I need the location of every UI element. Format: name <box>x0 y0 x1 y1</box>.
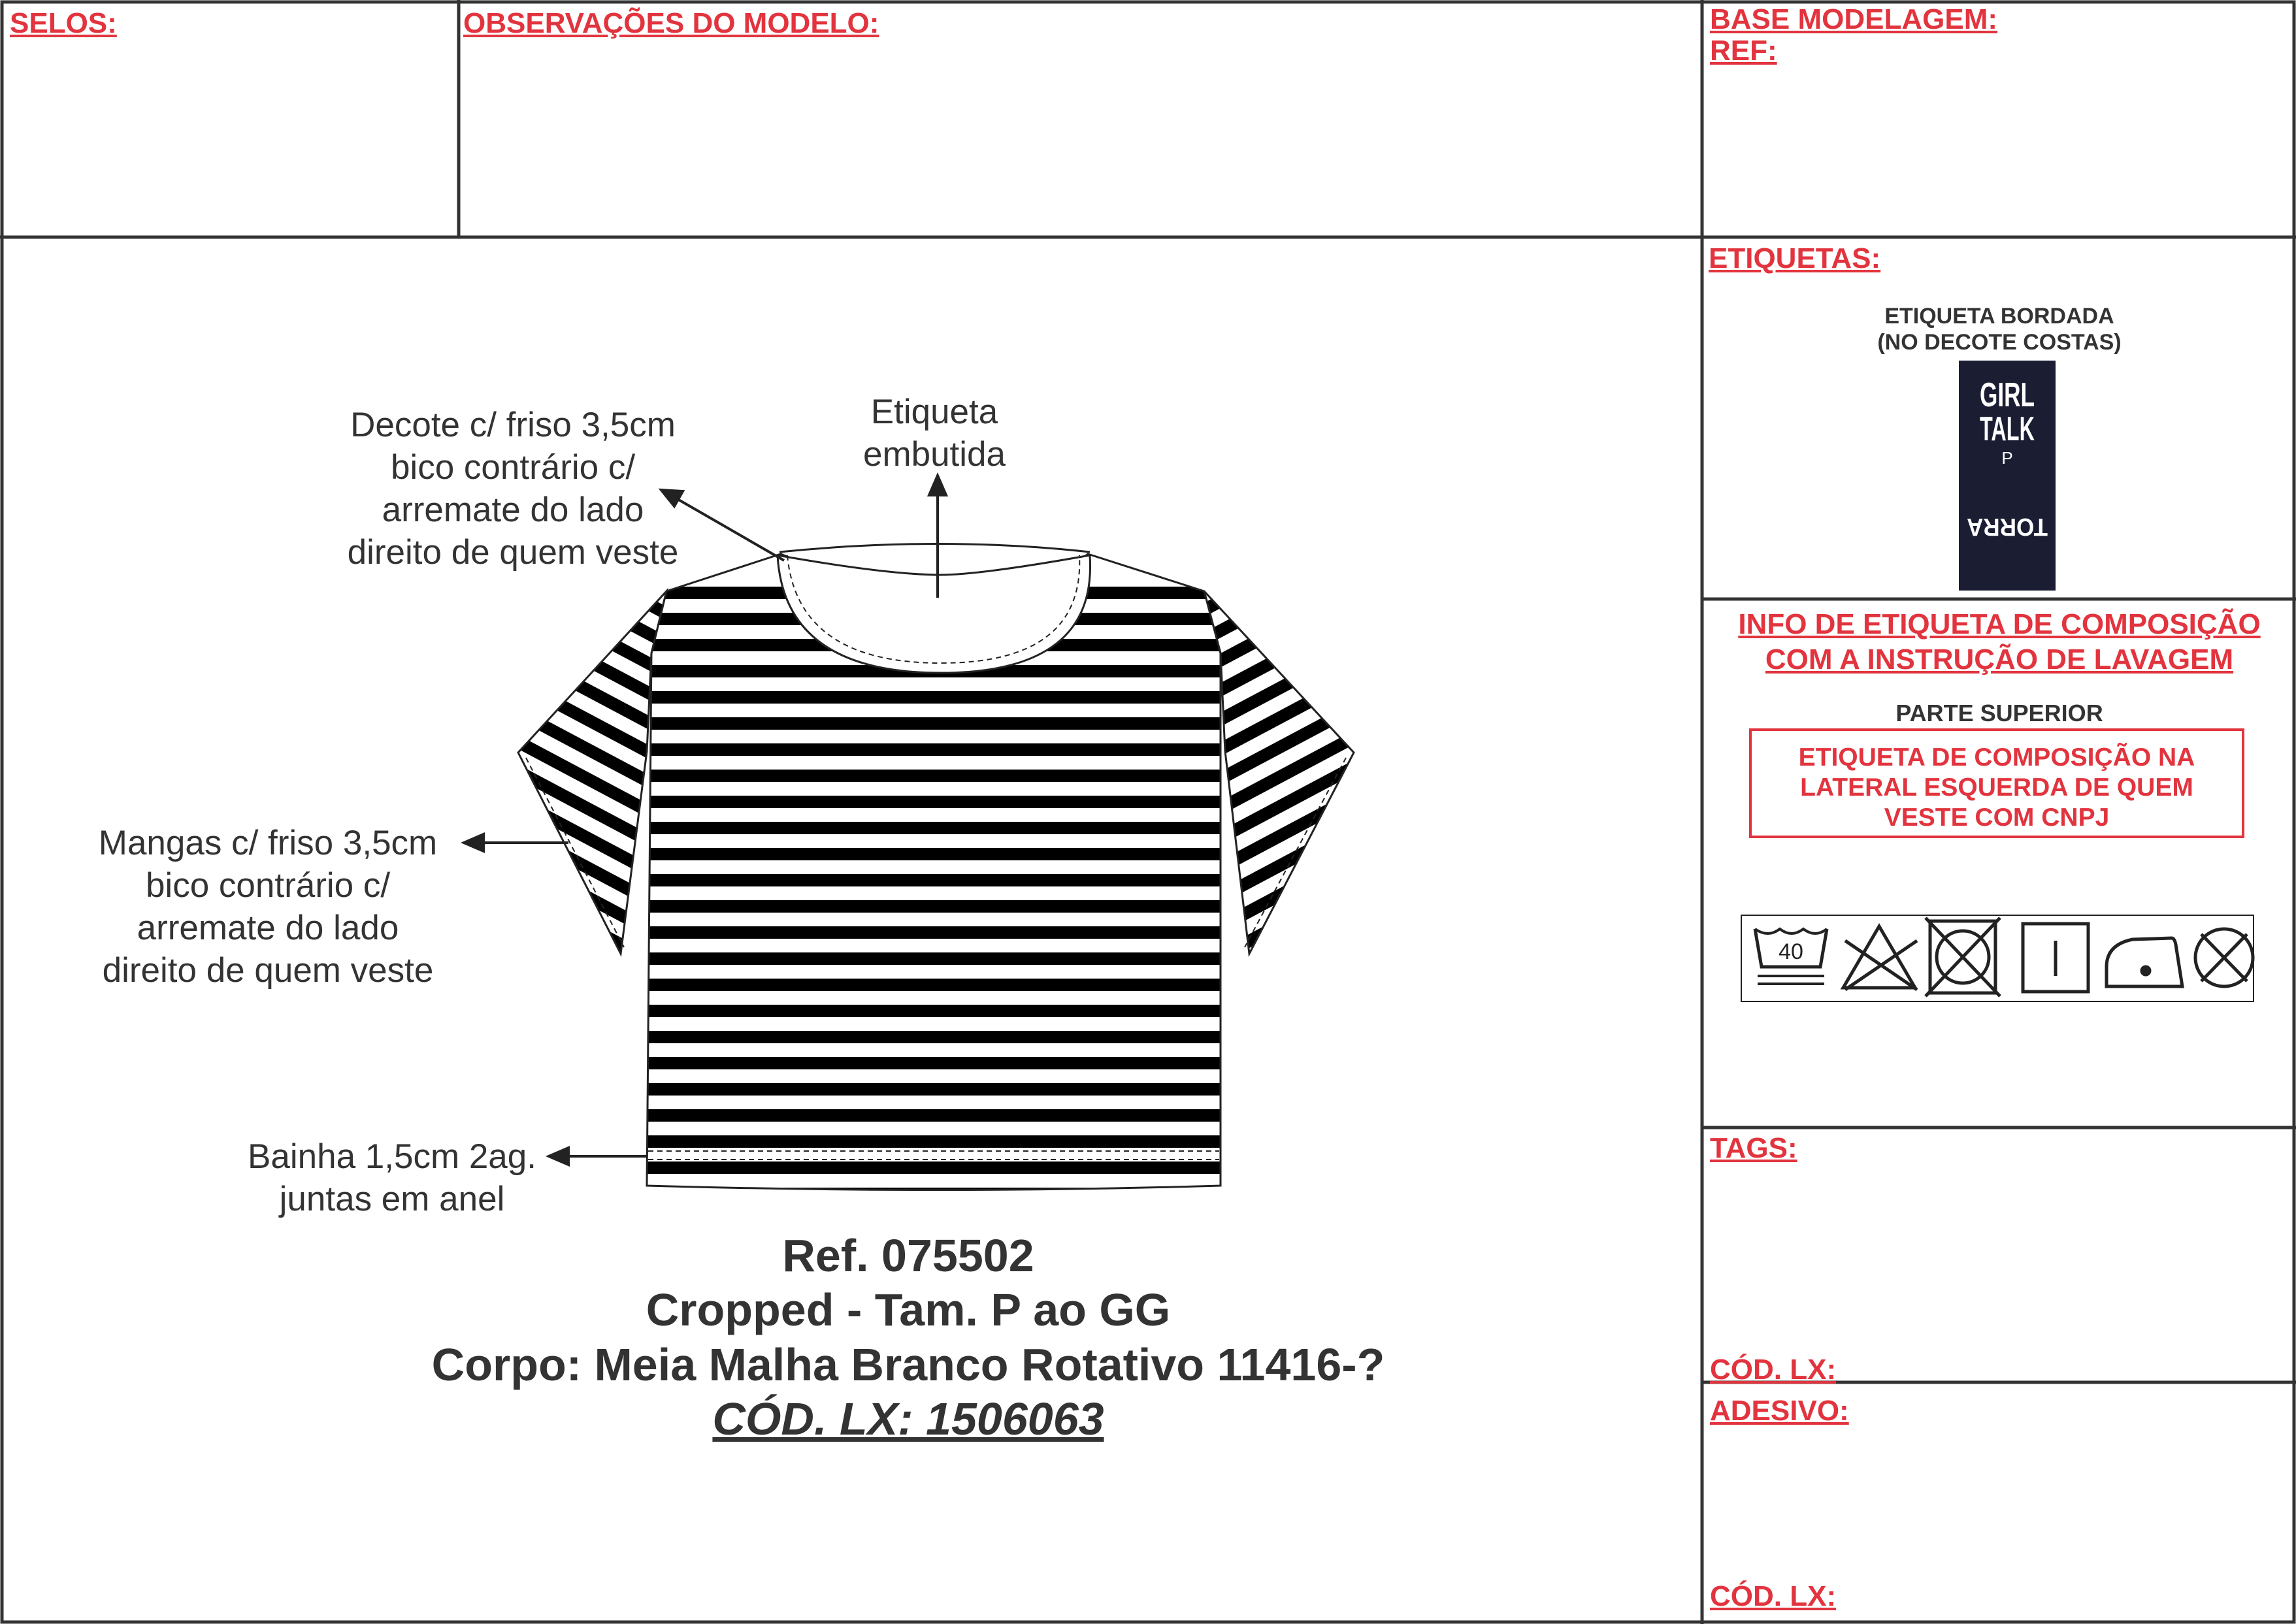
no-tumble-dry-icon <box>1926 918 2000 996</box>
right-sleeve <box>1204 591 1354 954</box>
ref-heading: REF: <box>1710 35 1777 67</box>
decote-line-2: bico contrário c/ <box>390 448 636 487</box>
info-heading-line-1: INFO DE ETIQUETA DE COMPOSIÇÃO <box>1738 608 2261 640</box>
decote-line-1: Decote c/ friso 3,5cm <box>350 406 676 444</box>
etiquetas-heading: ETIQUETAS: <box>1709 242 1881 274</box>
mangas-line-2: bico contrário c/ <box>145 866 391 905</box>
decote-line-3: arremate do lado <box>382 491 644 529</box>
selos-heading: SELOS: <box>10 7 117 39</box>
mangas-line-3: arremate do lado <box>137 909 399 947</box>
adesivo-heading: ADESIVO: <box>1710 1395 1849 1427</box>
label-brand-line-1: GIRL <box>1980 376 2035 414</box>
label-caption-2: (NO DECOTE COSTAS) <box>1877 330 2122 355</box>
observacoes-heading: OBSERVAÇÕES DO MODELO: <box>463 7 879 39</box>
mangas-annotation <box>59 822 477 992</box>
adesivo-cod-lx-label: CÓD. LX: <box>1710 1580 1837 1612</box>
tags-cod-lx-label: CÓD. LX: <box>1710 1354 1837 1386</box>
care-symbols <box>1741 915 2254 1002</box>
woven-label-image <box>1959 361 2056 591</box>
etiqueta-line-2: embutida <box>862 435 1006 474</box>
mangas-line-1: Mangas c/ friso 3,5cm <box>98 824 438 862</box>
label-brand-bottom: TORRA <box>1967 513 2048 540</box>
label-size: P <box>2001 448 2013 468</box>
etiqueta-annotation <box>804 391 1065 476</box>
left-sleeve <box>518 591 666 954</box>
decote-annotation <box>287 404 738 574</box>
composition-line-2: LATERAL ESQUERDA DE QUEM <box>1800 773 2193 802</box>
info-heading-line-2: COM A INSTRUÇÃO DE LAVAGEM <box>1765 643 2234 675</box>
composition-line-3: VESTE COM CNPJ <box>1884 804 2110 832</box>
product-cod-lx: CÓD. LX: 1506063 <box>712 1393 1104 1444</box>
base-modelagem-heading: BASE MODELAGEM: <box>1710 3 1997 35</box>
bainha-line-2: juntas em anel <box>279 1180 505 1218</box>
bainha-line-1: Bainha 1,5cm 2ag. <box>248 1137 536 1176</box>
mangas-line-4: direito de quem veste <box>102 951 434 990</box>
product-name: Cropped - Tam. P ao GG <box>646 1284 1171 1335</box>
label-caption-1: ETIQUETA BORDADA <box>1884 304 2114 329</box>
label-brand-line-2: TALK <box>1980 410 2035 448</box>
product-body-fabric: Corpo: Meia Malha Branco Rotativo 11416-? <box>431 1339 1385 1390</box>
bainha-annotation <box>222 1135 562 1220</box>
composition-line-1: ETIQUETA DE COMPOSIÇÃO NA <box>1798 743 2195 771</box>
composition-notice-box <box>1749 728 2244 838</box>
part-superior-label: PARTE SUPERIOR <box>1895 700 2103 726</box>
etiqueta-line-1: Etiqueta <box>870 393 998 431</box>
wash-temp: 40 <box>1779 939 1803 964</box>
decote-line-4: direito de quem veste <box>347 533 679 572</box>
tags-heading: TAGS: <box>1710 1132 1797 1164</box>
product-ref: Ref. 075502 <box>782 1230 1034 1281</box>
